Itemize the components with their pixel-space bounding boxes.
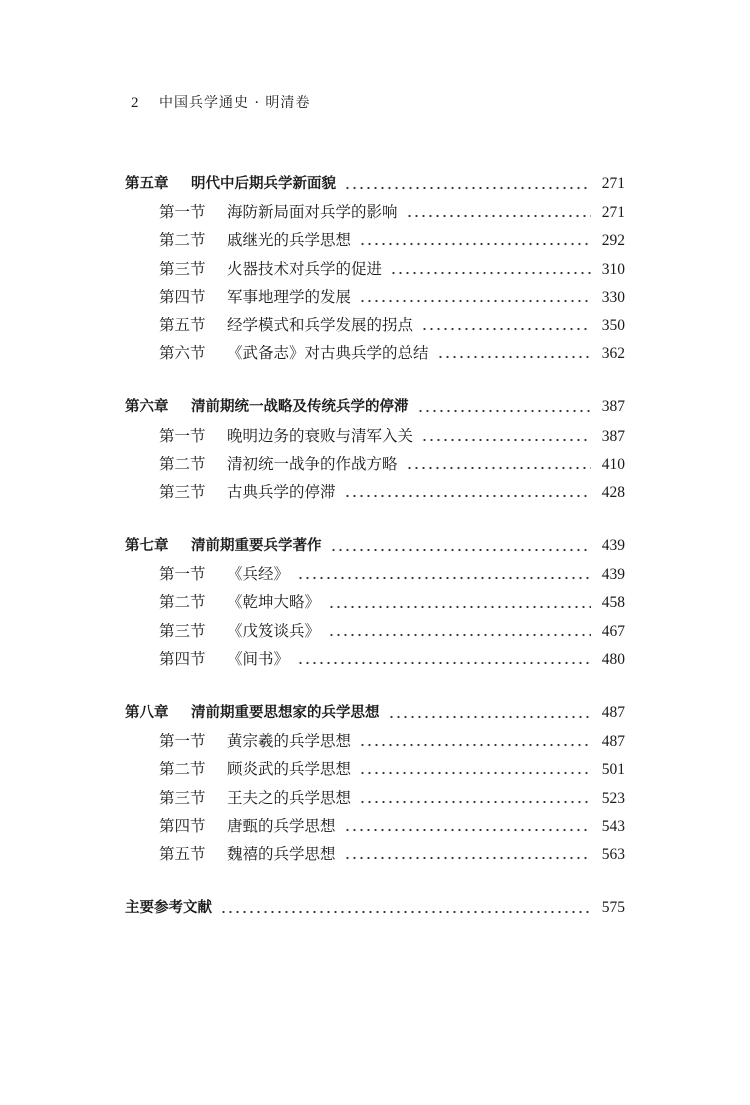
chapter-7 [125,534,625,675]
page-ref: 543 [601,817,625,835]
chapter-label: 第八章 [125,705,169,721]
section-title: 王夫之的兵学思想 [227,788,352,807]
page-ref: 439 [601,566,625,584]
dot-leader [344,856,591,860]
section-title: 顾炎武的兵学思想 [227,760,352,779]
page-number: 2 [131,95,139,111]
section-title: 《武备志》对古典兵学的总结 [227,344,429,363]
page-ref: 330 [601,288,625,306]
page-ref: 487 [601,704,625,721]
dot-leader [437,355,591,359]
page-ref: 523 [601,789,625,807]
chapter-title: 清前期统一战略及传统兵学的停滞 [191,399,409,416]
page-ref: 480 [601,650,625,668]
section-title: 古典兵学的停滞 [227,482,336,501]
section-label: 第五节 [159,844,206,863]
dot-leader [359,242,591,246]
toc-section-entry[interactable] [125,842,625,870]
dot-leader [388,715,592,719]
dot-leader [359,299,591,303]
toc-section-entry[interactable] [125,341,625,369]
section-label: 第四节 [159,649,206,668]
dot-leader [417,409,592,413]
toc-chapter-entry[interactable] [125,172,625,200]
section-title: 经学模式和兵学发展的拐点 [227,315,414,334]
chapter-5 [125,172,625,369]
section-label: 第三节 [159,259,206,278]
dot-leader [421,327,591,331]
section-label: 第四节 [159,816,206,835]
dot-leader [406,214,591,218]
section-label: 第三节 [159,621,206,640]
running-header [131,92,310,112]
page-ref: 362 [601,345,625,363]
chapter-6 [125,395,625,508]
section-title: 《戊笈谈兵》 [227,621,321,640]
dot-leader [390,271,591,275]
toc-chapter-entry[interactable] [125,395,625,423]
section-title: 海防新局面对兵学的影响 [227,203,398,222]
dot-leader [328,605,591,609]
section-label: 第三节 [159,788,206,807]
toc-section-entry[interactable] [125,257,625,285]
section-label: 第五节 [159,315,206,334]
toc-section-entry[interactable] [125,313,625,341]
chapter-8 [125,701,625,870]
chapter-title: 清前期重要兵学著作 [191,538,322,555]
page-ref: 350 [601,316,625,334]
toc-section-entry[interactable] [125,562,625,590]
section-label: 第一节 [159,203,206,222]
chapter-label: 第六章 [125,399,169,416]
chapter-title: 明代中后期兵学新面貌 [191,176,336,192]
page-ref: 271 [601,204,625,222]
section-label: 第一节 [159,732,206,751]
page-ref: 410 [601,455,625,473]
page-ref: 439 [601,537,625,555]
section-label: 第二节 [159,593,206,612]
section-label: 第一节 [159,565,206,584]
section-label: 第二节 [159,454,206,473]
toc-section-entry[interactable] [125,590,625,618]
chapter-label: 第五章 [125,176,169,192]
page-ref: 292 [601,232,625,250]
section-title: 黄宗羲的兵学思想 [227,732,352,751]
toc-chapter-entry[interactable] [125,701,625,729]
book-title: 中国兵学通史 · 明清卷 [159,95,311,111]
section-title: 军事地理学的发展 [227,287,352,306]
section-title: 戚继光的兵学思想 [227,231,352,250]
page-ref: 575 [601,899,625,917]
dot-leader [330,548,592,552]
section-label: 第六节 [159,344,206,363]
dot-leader [344,186,591,190]
chapter-title: 清前期重要思想家的兵学思想 [191,705,380,721]
section-title: 《间书》 [227,649,290,668]
section-title: 火器技术对兵学的促进 [227,259,383,278]
toc-chapter-entry[interactable] [125,534,625,562]
section-title: 清初统一战争的作战方略 [227,454,398,473]
section-title: 《兵经》 [227,565,290,584]
page-ref: 501 [601,761,625,779]
toc-section-entry[interactable] [125,729,625,757]
toc-section-entry[interactable] [125,647,625,675]
toc-references-entry[interactable] [125,896,625,924]
page-ref: 458 [601,594,625,612]
page-ref: 487 [601,733,625,751]
section-title: 唐甄的兵学思想 [227,816,336,835]
section-title: 《乾坤大略》 [227,593,321,612]
dot-leader [421,438,591,442]
table-of-contents [125,172,625,924]
section-title: 魏禧的兵学思想 [227,844,336,863]
section-label: 第一节 [159,426,206,445]
dot-leader [344,828,591,832]
section-label: 第二节 [159,760,206,779]
page-ref: 563 [601,845,625,863]
toc-section-entry[interactable] [125,228,625,256]
toc-section-entry[interactable] [125,480,625,508]
toc-section-entry[interactable] [125,757,625,785]
toc-section-entry[interactable] [125,424,625,452]
page-ref: 387 [601,427,625,445]
section-label: 第三节 [159,482,206,501]
page-ref: 271 [601,175,625,192]
toc-section-entry[interactable] [125,285,625,313]
toc-section-entry[interactable] [125,200,625,228]
section-label: 第四节 [159,287,206,306]
dot-leader [359,771,591,775]
section-title: 晚明边务的衰败与清军入关 [227,426,414,445]
dot-leader [328,633,591,637]
toc-section-entry[interactable] [125,452,625,480]
toc-section-entry[interactable] [125,814,625,842]
dot-leader [297,576,591,580]
references-title: 主要参考文献 [125,900,212,917]
page-ref: 467 [601,622,625,640]
chapter-label: 第七章 [125,538,169,555]
page-ref: 310 [601,260,625,278]
dot-leader [297,661,591,665]
dot-leader [359,800,591,804]
section-label: 第二节 [159,231,206,250]
page-ref: 387 [601,398,625,416]
toc-section-entry[interactable] [125,786,625,814]
page-ref: 428 [601,483,625,501]
dot-leader [344,494,591,498]
dot-leader [220,910,591,914]
dot-leader [359,743,591,747]
dot-leader [406,466,591,470]
toc-section-entry[interactable] [125,619,625,647]
